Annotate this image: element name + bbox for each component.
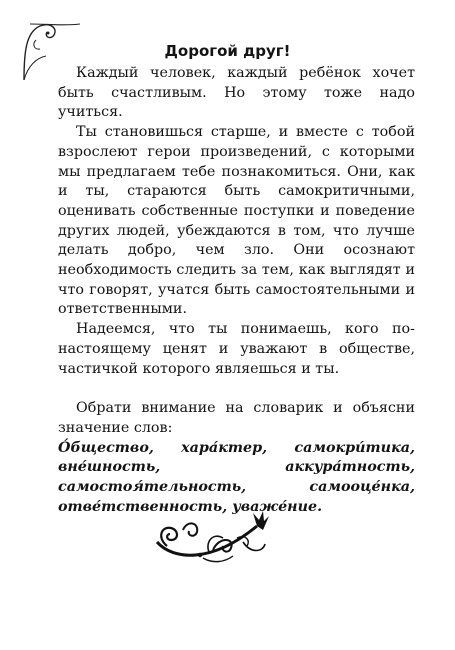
- paragraph: Ты становишься старше, и вместе с тобой взрослеют герои произведений, с которыми мы предлагаем тебе познакомиться. Они, как и ты, стараются быть самокритичными, оценивать собственные поступки и поведение других людей, убеждаются в том, что лучше делать добро, чем зло. Они осознают необходимость следить за тем, как выглядят и что говорят, учатся быть самостоятельными и ответственными.: [58, 124, 415, 318]
- text-body: [58, 64, 415, 517]
- floral-flourish-icon: [153, 508, 271, 566]
- vocabulary-list: О́бщество, хара́ктер, самокри́тика, вне́шность, аккура́тность, самостоя́тельность, самооце́нка, отве́тственность, уваже́ние.: [58, 439, 415, 515]
- paragraph: Надеемся, что ты понимаешь, кого по-настоящему ценят и уважают в обществе, частичкой которого являешься и ты.: [58, 321, 415, 377]
- page-title: Дорогой друг!: [164, 42, 291, 60]
- paragraph: Каждый человек, каждый ребёнок хочет быть счастливым. Но этому тоже надо учиться.: [58, 65, 415, 121]
- task-text: Обрати внимание на словарик и объясни значение слов:: [58, 400, 415, 436]
